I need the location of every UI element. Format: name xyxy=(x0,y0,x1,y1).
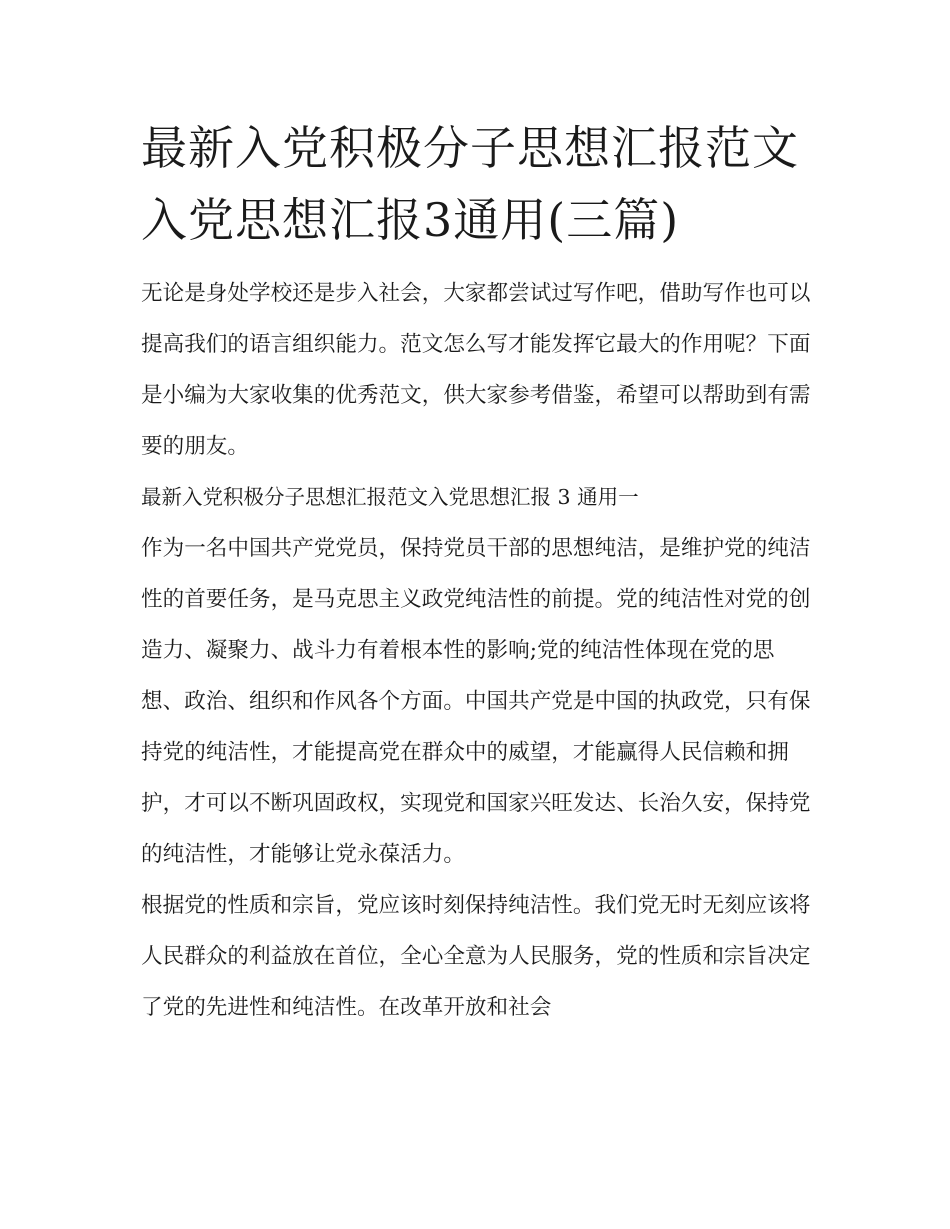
document-page xyxy=(141,112,813,1033)
body-paragraph-1: 作为一名中国共产党党员，保持党员干部的思想纯洁，是维护党的纯洁性的首要任务，是马克思主义政党纯洁性的前提。党的纯洁性对党的创造力、凝聚力、战斗力有着根本性的影响;党的纯洁性体现在党的思想、政治、组织和作风各个方面。中国共产党是中国的执政党，只有保持党的纯洁性，才能提高党在群众中的威望，才能赢得人民信赖和拥护，才可以不断巩固政权，实现党和国家兴旺发达、长治久安，保持党的纯洁性，才能够让党永葆活力。 xyxy=(141,536,811,867)
section-heading: 最新入党积极分子思想汇报范文入党思想汇报 3 通用一 xyxy=(141,485,639,509)
intro-paragraph: 无论是身处学校还是步入社会，大家都尝试过写作吧，借助写作也可以提高我们的语言组织能力。范文怎么写才能发挥它最大的作用呢？下面是小编为大家收集的优秀范文，供大家参考借鉴，希望可以帮助到有需要的朋友。 xyxy=(141,281,811,459)
document-title: 最新入党积极分子思想汇报范文入党思想汇报3通用(三篇) xyxy=(141,121,799,247)
body-paragraph-2: 根据党的性质和宗旨，党应该时刻保持纯洁性。我们党无时无刻应该将人民群众的利益放在首位，全心全意为人民服务，党的性质和宗旨决定了党的先进性和纯洁性。在改革开放和社会 xyxy=(141,893,811,1020)
